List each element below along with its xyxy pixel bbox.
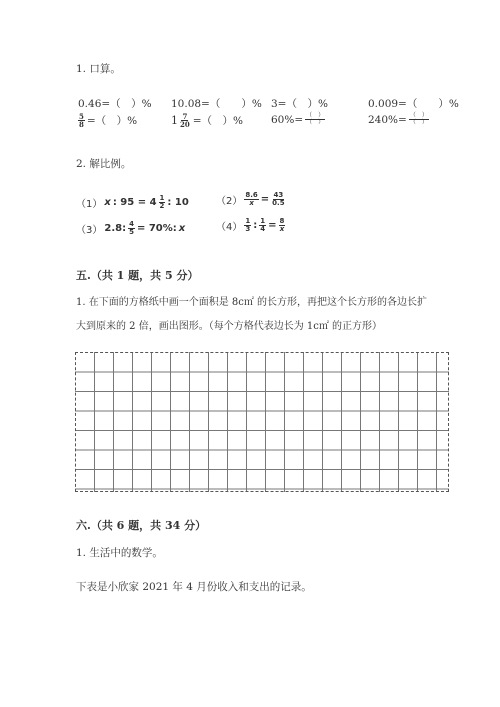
fraction: $\frac{1}{3}$	[245, 217, 251, 233]
section-5-heading: 五.（共 1 题，共 5 分）	[76, 269, 199, 282]
fraction-blank: $\frac{( )}{( )}$	[409, 112, 428, 126]
fraction: $\frac{1}{2}$	[159, 194, 165, 210]
fraction: $\frac{1}{4}$	[260, 217, 266, 233]
fraction: $\frac{8.6}{x}$	[245, 191, 258, 207]
oral-calc-item-2: 10.08=（ ）%	[171, 98, 262, 110]
section-5-question-line-2: 大到原来的 2 倍，画出图形。（每个方格代表边长为 1c㎡ 的正方形）	[76, 321, 383, 332]
fraction: $\frac{4}{5}$	[129, 220, 134, 236]
fraction: $\frac{8}{x}$	[279, 217, 285, 233]
fraction: $\frac{43}{0.5}$	[272, 191, 285, 207]
section-6-heading: 六.（共 6 题，共 34 分）	[76, 519, 207, 532]
oral-calc-item-6: 1 $\frac{7}{20}$ =（ ）%	[171, 112, 244, 129]
section-6-question-1: 1. 生活中的数学。	[76, 547, 163, 559]
question-2-title: 2. 解比例。	[76, 158, 132, 170]
proportion-1: （1） x : 95 = 4 $\frac{1}{2}$ : 10	[76, 194, 189, 210]
oral-calc-item-8: 240%= $\frac{( )}{( )}$	[368, 112, 428, 126]
grid-paper[interactable]	[75, 352, 449, 492]
proportion-3: （3） 2.8: $\frac{4}{5}$ = 70%: x	[76, 220, 186, 236]
fraction: $\frac{5}{8}$	[79, 112, 84, 129]
oral-calc-item-4: 0.009=（ ）%	[368, 98, 459, 110]
oral-calc-item-1: 0.46=（ ）%	[78, 98, 152, 110]
section-5-question-line-1: 1. 在下面的方格纸中画一个面积是 8c㎡ 的长方形，再把这个长方形的各边长扩	[76, 297, 428, 308]
oral-calc-item-3: 3=（ ）%	[271, 98, 328, 110]
question-1-title: 1. 口算。	[76, 63, 121, 75]
section-6-intro-text: 下表是小欣家 2021 年 4 月份收入和支出的记录。	[76, 581, 312, 593]
oral-calc-item-7: 60%= $\frac{( )}{( )}$	[271, 112, 325, 126]
fraction: $\frac{7}{20}$	[180, 112, 190, 129]
fraction-blank: $\frac{( )}{( )}$	[306, 112, 325, 126]
proportion-4: （4） $\frac{1}{3}$ : $\frac{1}{4}$ = $\frac{8}{x}$	[216, 217, 285, 233]
proportion-2: （2） $\frac{8.6}{x}$ = $\frac{43}{0.5}$	[216, 191, 285, 207]
oral-calc-item-5: $\frac{5}{8}$ =（ ）%	[79, 112, 138, 129]
